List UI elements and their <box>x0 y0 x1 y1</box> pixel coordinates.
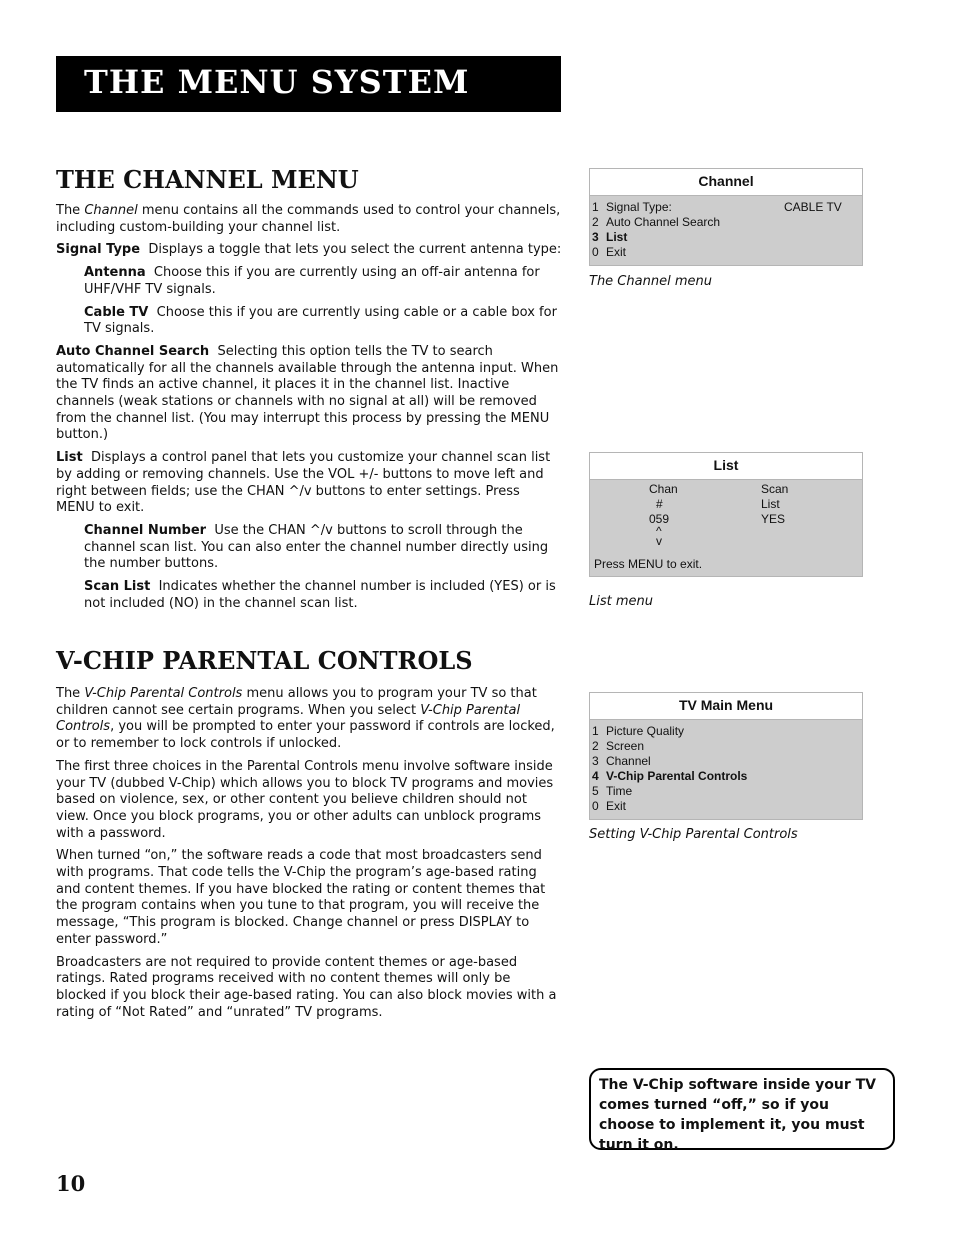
menu-item-label: Exit <box>606 799 627 813</box>
menu-item-number: 3 <box>592 754 599 768</box>
vchip-p1-e: , you will be prompted to enter your password if controls are locked, or to remember to lock controls if unlocked. <box>56 719 555 752</box>
menu-item-label: Time <box>606 784 633 798</box>
menu-item-label: List <box>606 230 628 244</box>
channel-number-term: Channel Number <box>84 522 207 538</box>
vchip-heading: V-CHIP PARENTAL CONTROLS <box>56 646 473 675</box>
signal-type-desc <box>56 242 562 259</box>
signal-type-term: Signal Type <box>56 242 141 258</box>
cable-tv-term: Cable TV <box>84 304 149 320</box>
list-menu-caption: List menu <box>589 594 653 609</box>
page-number: 10 <box>56 1171 86 1196</box>
menu-item-picture-quality[interactable] <box>592 724 860 739</box>
tv-main-menu-title: TV Main Menu <box>590 693 862 720</box>
channel-menu-title: Channel <box>590 169 862 196</box>
vchip-p1-d: V-Chip Parental Controls <box>56 702 521 735</box>
menu-item-number: 2 <box>592 215 599 229</box>
scan-column-header: Scan <box>761 482 789 496</box>
menu-item-number: 3 <box>592 230 599 244</box>
tv-main-menu-screen <box>589 692 863 820</box>
vchip-text <box>56 686 562 1027</box>
menu-item-label: Picture Quality <box>606 724 685 738</box>
menu-item-auto-channel-search[interactable] <box>592 215 860 230</box>
menu-item-time[interactable] <box>592 784 860 799</box>
antenna-text: Choose this if you are currently using an off-air antenna for UHF/VHF TV signals. <box>84 265 540 297</box>
antenna-desc <box>84 265 562 298</box>
list-menu-title: List <box>590 453 862 480</box>
auto-search-desc <box>56 344 562 444</box>
antenna-term: Antenna <box>84 265 146 281</box>
list-term: List <box>56 450 83 466</box>
vchip-p1-c: menu allows you to program your TV so that children cannot see certain programs. When you select <box>56 686 537 718</box>
menu-item-number: 0 <box>592 245 599 259</box>
vchip-para-1 <box>56 686 562 753</box>
page-header-title: THE MENU SYSTEM <box>84 63 470 101</box>
vchip-note-box: The V-Chip software inside your TV comes turned “off,” so if you choose to implement it, you must turn it on. <box>589 1068 895 1150</box>
menu-item-exit[interactable] <box>592 799 860 814</box>
tv-main-menu-items <box>590 720 862 819</box>
list-desc <box>56 450 562 517</box>
chan-column-sub: # <box>656 497 663 511</box>
menu-item-label: Signal Type: <box>606 200 672 214</box>
menu-item-exit[interactable] <box>592 245 860 260</box>
menu-item-vchip-parental-controls[interactable] <box>592 769 860 784</box>
header-banner <box>56 56 561 112</box>
vchip-p1-b: V-Chip Parental Controls <box>84 686 243 701</box>
chan-down-arrow-icon: v <box>656 534 662 548</box>
scan-column-sub: List <box>761 497 780 511</box>
list-menu-screen <box>589 452 863 577</box>
scan-list-field[interactable]: YES <box>761 512 786 526</box>
menu-item-channel[interactable] <box>592 754 860 769</box>
menu-item-number: 4 <box>592 769 599 783</box>
vchip-para-2: The first three choices in the Parental Controls menu involve software inside your TV (dubbed V-Chip) which allows you to block TV programs and movies based on violence, sex, or other content you believe children should not view. Once you block programs, you or other adults can unblock programs with a password. <box>56 758 554 841</box>
menu-item-number: 1 <box>592 724 599 738</box>
chan-up-arrow-icon: ^ <box>656 524 662 538</box>
signal-type-text: Displays a toggle that lets you select the current antenna type: <box>148 242 562 258</box>
menu-item-label: Screen <box>606 739 645 753</box>
channel-menu-screen <box>589 168 863 266</box>
menu-item-number: 0 <box>592 799 599 813</box>
channel-menu-caption: The Channel menu <box>589 274 712 289</box>
menu-item-signal-type[interactable] <box>592 200 860 215</box>
channel-intro <box>56 203 562 236</box>
chan-column-header: Chan <box>649 482 678 496</box>
chan-number-field[interactable]: 059 <box>649 512 670 526</box>
vchip-para-3: When turned “on,” the software reads a code that most broadcasters send with programs. That code tells the V-Chip the program’s age-based rating and content themes. If you have blocked the rating or content themes that the program contains when you tune to that program, you will receive the message, “This program is blocked. Change channel or press DISPLAY to enter password.” <box>56 848 546 947</box>
menu-item-number: 2 <box>592 739 599 753</box>
channel-number-desc <box>84 523 562 573</box>
cable-tv-text: Choose this if you are currently using cable or a cable box for TV signals. <box>84 304 557 337</box>
menu-item-number: 1 <box>592 200 599 214</box>
intro-menu-name: Channel <box>84 203 138 218</box>
menu-item-number: 5 <box>592 784 599 798</box>
menu-item-screen[interactable] <box>592 739 860 754</box>
list-menu-body <box>590 480 862 576</box>
scan-list-text: Indicates whether the channel number is included (YES) or is not included (NO) in the channel scan list. <box>84 579 556 611</box>
channel-menu-text <box>56 203 562 618</box>
channel-menu-heading: THE CHANNEL MENU <box>56 165 359 194</box>
list-text: Displays a control panel that lets you customize your channel scan list by adding or removing channels. Use the VOL +/- buttons to move left and right between fields; use the CHAN ^/v buttons to enter settings. Press MENU to exit. <box>56 450 551 516</box>
cable-tv-desc <box>84 305 562 338</box>
intro-post: menu contains all the commands used to control your channels, including custom-building your channel list. <box>56 203 561 235</box>
vchip-para-4: Broadcasters are not required to provide content themes or age-based ratings. Rated programs received with no content themes will only be blocked if you block their age-based rating. You can also block movies with a rating of “Not Rated” and “unrated” TV programs. <box>56 954 557 1020</box>
auto-search-term: Auto Channel Search <box>56 343 210 359</box>
menu-item-label: Channel <box>606 754 651 768</box>
menu-item-label: Auto Channel Search <box>606 215 721 229</box>
scan-list-desc <box>84 579 562 612</box>
auto-search-text: Selecting this option tells the TV to search automatically for all the channels available through the antenna input. When the TV finds an active channel, it places it in the channel list. Inactive channels (weak stations or channels with no signal at all) will be removed from the channel list. (You may interrupt this process by pressing the MENU button.) <box>56 343 559 443</box>
menu-item-label: Exit <box>606 245 627 259</box>
intro-pre: The <box>56 203 85 218</box>
menu-item-list[interactable] <box>592 230 860 245</box>
vchip-p1-a: The <box>56 686 85 701</box>
tv-main-menu-caption: Setting V-Chip Parental Controls <box>589 827 798 842</box>
menu-item-label: V-Chip Parental Controls <box>606 769 748 783</box>
channel-number-text: Use the CHAN ^/v buttons to scroll through the channel scan list. You can also enter the channel number directly using the number buttons. <box>84 522 549 572</box>
scan-list-term: Scan List <box>84 579 151 595</box>
channel-menu-items <box>590 196 862 265</box>
list-menu-footer: Press MENU to exit. <box>594 557 703 571</box>
signal-type-value: CABLE TV <box>784 200 842 214</box>
